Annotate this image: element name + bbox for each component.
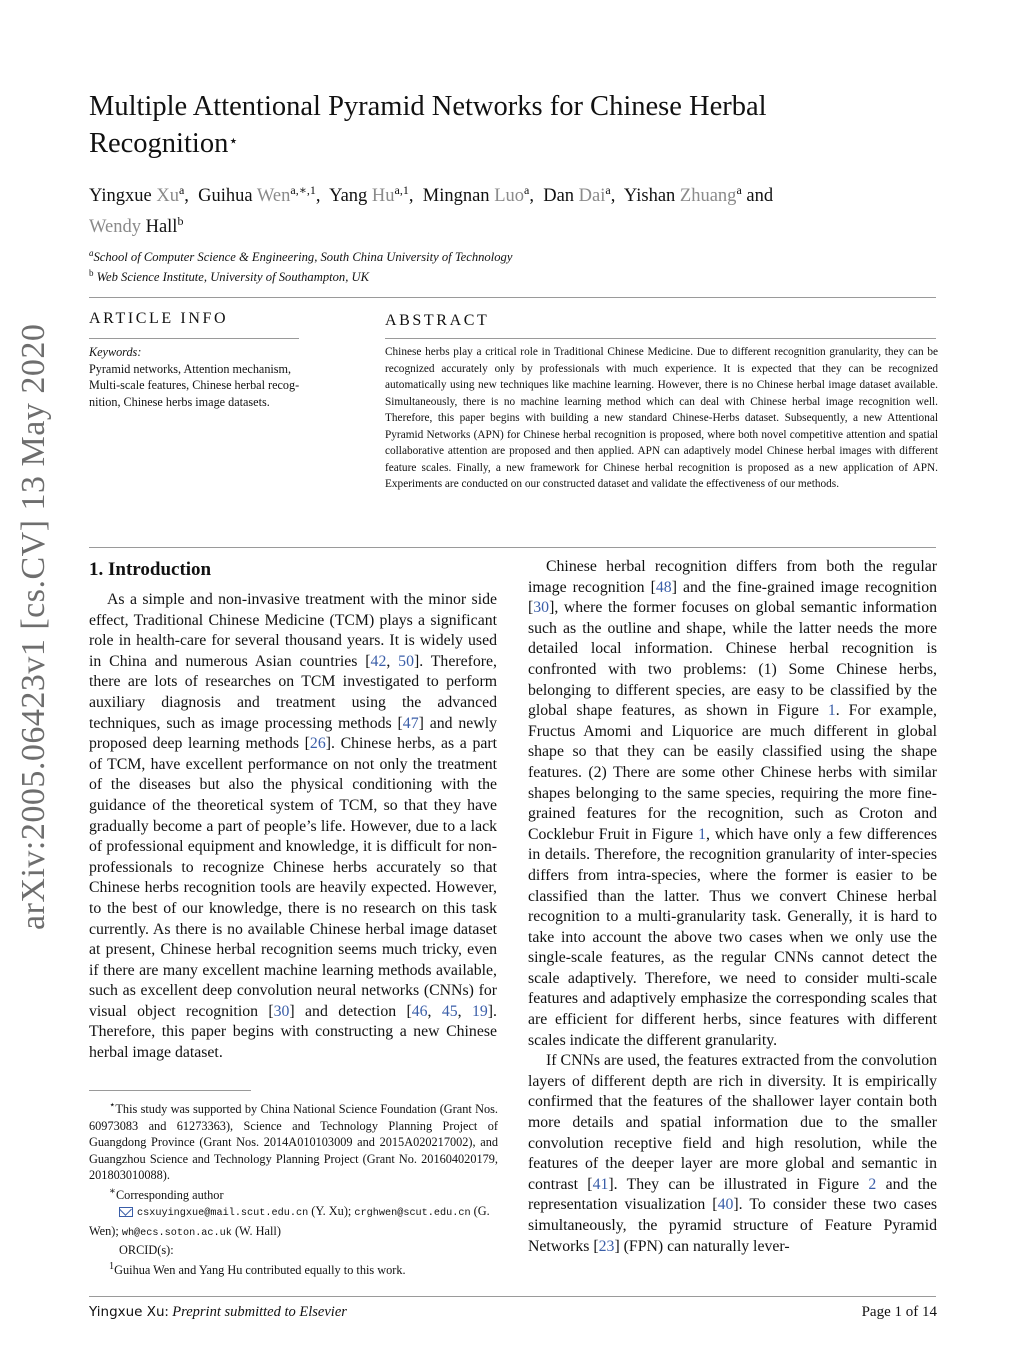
affiliation-a [89, 245, 512, 265]
author-last: Zhuang [679, 186, 737, 207]
author-item [329, 183, 423, 207]
footer-colon: : [164, 1304, 169, 1320]
title-footnote-mark: ⋆ [228, 133, 239, 150]
author-item [89, 209, 939, 240]
email-owner: (W. Hall) [231, 1223, 281, 1238]
article-info-rule [89, 338, 299, 339]
paragraph-text: . For example, Fructus Amomi and Liquorice are much different in global shape so that they can be easily classified using the shape features. (2) There are some other Chinese herbs with similar shapes belonging to the same species, requiring the more fine-grained features for the recognition, such as Croton and Cocklebur Fruit in Figure [528, 702, 937, 843]
author-row [89, 178, 939, 209]
abstract-text: Chinese herbs play a critical role in Traditional Chinese Medicine. Due to different recognition granularity, they can be recognized accurately only by professionals with much experience. It is expected that they can be recognized automatically using new techniques like machine learning. However, there is no Chinese herbal image dataset available. Simultaneously, there is no machine learning method which can deal with Chinese herbal image recognition well. Therefore, this paper begins with building a new standard Chinese-Herbs dataset. Subsequently, a new Attentional Pyramid Networks (APN) for Chinese herbal recognition is proposed, where both novel competitive attention and spatial collaborative attention are proposed and then applied. APN can adaptively model Chinese herbal images with different feature scales. Finally, a new framework for Chinese herbal recognition is proposed as a new application of APN. Experiments are conducted on our constructed dataset and validate the effectiveness of our methods. [385, 346, 938, 491]
footer-left [89, 1304, 347, 1321]
author-first: Yang [329, 186, 372, 207]
citation-link[interactable]: 30 [273, 1002, 290, 1020]
author-separator: , [610, 186, 624, 207]
author-item [89, 183, 199, 207]
author-last: Hall [145, 217, 178, 238]
author-sup: a [524, 183, 530, 197]
citation-link[interactable]: 41 [592, 1175, 609, 1193]
arxiv-identifier: arXiv:2005.06423v1 [cs.CV] 13 May 2020 [15, 323, 52, 930]
citation-link[interactable]: 1 [698, 825, 706, 843]
paragraph-text: ] (FPN) can naturally lever- [614, 1237, 790, 1255]
intro-paragraph-1 [89, 590, 497, 1064]
email-owner: (G. [470, 1204, 490, 1219]
affiliation-text: Web Science Institute, University of Southampton, UK [93, 270, 369, 285]
author-sup: b [177, 214, 184, 229]
author-separator: , [529, 186, 544, 207]
title-line-2: Recognition [89, 128, 229, 159]
citation-link[interactable]: 50 [398, 652, 414, 670]
author-last: Hu [371, 186, 395, 207]
orcid-label: ORCID(s): [119, 1243, 174, 1258]
author-sup: a [178, 183, 185, 197]
author-separator: , [408, 186, 423, 207]
footer-divider [89, 1296, 936, 1297]
intro-paragraph-3 [528, 1051, 937, 1257]
paragraph-text: ]. To consider these two cases simultaneously, the pyramid structure of Feature Pyramid Networks [ [528, 1196, 937, 1255]
author-first: Wendy [89, 217, 141, 238]
paragraph-text: ] and detection [ [289, 1002, 412, 1020]
author-sup: a,1 [394, 183, 409, 197]
affiliation-b [89, 265, 369, 285]
author-item [543, 183, 624, 207]
author-item [198, 183, 330, 207]
citation-link[interactable]: 47 [402, 714, 419, 732]
author-separator: , [315, 186, 330, 207]
author-sup: a [736, 183, 742, 197]
keywords-line: Multi-scale features, Chinese herbal recog- [89, 378, 300, 392]
page-number: Page 1 of 14 [861, 1304, 937, 1320]
abstract-divider [89, 547, 936, 548]
paragraph-text: As a simple and non-invasive treatment with the minor side effect, Traditional Chinese Medicine (TCM) plays a significant role in health-care for several thousand years. It is widely used in China and numerous Asian countries [ [89, 591, 497, 670]
citation-link[interactable]: 48 [655, 578, 672, 596]
author-separator: , [184, 186, 199, 207]
author-first: Dan [543, 186, 579, 207]
envelope-icon [119, 1207, 133, 1217]
abstract-rule [385, 338, 936, 339]
author-sup: a [605, 183, 611, 197]
email-owner: Wen); [89, 1223, 122, 1238]
citation-link[interactable]: 1 [827, 702, 836, 720]
citation-link[interactable]: 40 [717, 1196, 734, 1214]
abstract-heading: ABSTRACT [385, 312, 490, 329]
intro-right-column [528, 557, 937, 1257]
citation-link[interactable]: 42 [370, 652, 387, 670]
footnotes [89, 1098, 498, 1278]
article-info-heading: ARTICLE INFO [89, 310, 229, 327]
footnote-star: ⋆ [109, 1100, 116, 1111]
footnote-equal-mark: 1 [109, 1260, 115, 1272]
author-item [422, 183, 544, 207]
author-first: Yishan [623, 186, 680, 207]
author-first: Guihua [198, 186, 257, 207]
citation-link[interactable]: 26 [309, 735, 326, 753]
footer-author: Yingxue Xu [89, 1304, 165, 1320]
author-last: Dai [578, 186, 606, 207]
author-first: Yingxue [89, 186, 157, 207]
intro-paragraph-2 [528, 557, 937, 1051]
footnote-equal: Guihua Wen and Yang Hu contributed equally to this work. [114, 1262, 406, 1277]
paper-title [89, 88, 949, 162]
paragraph-text: , which have only a few differences in details. Therefore, the recognition granularity of inter-species differs from intra-species, where the former is easier to be classified than the latter. Thus we convert Chinese herbal recognition to a multi-granularity task. Generally, it is hard to take into account the above two cases when we only use the single-scale features, as the regular CNNs cannot detect the scale adaptively. Therefore, we need to consider multi-scale features and adaptively emphasize the corresponding scales that are efficient for different herbs, since features with different scales indicate the different granularity. [528, 825, 937, 1049]
footnote-rule [89, 1090, 251, 1091]
paragraph-text: ]. Therefore, there are lots of researches on TCM investigated to perform auxiliary diagnosis and treatment using the advanced techniques, such as image processing methods [ [89, 652, 497, 732]
author-separator: and [741, 186, 774, 207]
paragraph-text: ] and newly proposed deep learning methods [ [89, 714, 498, 753]
keywords-line: nition, Chinese herbs image datasets. [89, 394, 270, 409]
citation-link[interactable]: 2 [868, 1175, 877, 1193]
footer-journal: Preprint submitted to Elsevier [172, 1304, 347, 1320]
footnote-corresponding: Corresponding author [115, 1187, 224, 1202]
paragraph-text: , [457, 1002, 472, 1020]
paragraph-text: , [386, 652, 399, 670]
intro-left-column [89, 590, 497, 1064]
section-heading-introduction: 1. Introduction [89, 559, 212, 580]
email-link[interactable]: crghwen@scut.edu.cn [354, 1208, 471, 1220]
author-list [89, 178, 939, 240]
author-first: Mingnan [422, 186, 495, 207]
affiliation-sup: b [89, 268, 94, 278]
header-divider [89, 297, 936, 298]
paragraph-text: ], where the former focuses on global semantic information such as the outline and shape, while the latter needs the more detailed local information. Chinese herbal recognition is confronted with two problems: (1) Some Chinese herbs, belonging to different species, are easy to be classified by the global shape features, as shown in Figure [528, 599, 937, 720]
footnote-funding: This study was supported by China National Science Foundation (Grant Nos. 60973083 and 61273363), Science and Technology Planning Project of Guangdong Province (Grant Nos. 2014A010103009 and 2015A020217002), and Guangzhou Science and Technology Planning Project (Grant No. 201604020179, 201803010088). [89, 1102, 498, 1183]
paragraph-text: ]. Chinese herbs, as a part of TCM, have excellent performance on not only the treatment of the diseases but also the physical conditioning with the guidance of the theoretical system of TCM, so that they have gradually become a part of people’s life. However, due to a lack of professional equipment and knowledge, it is difficult for non-professionals to recognize Chinese herbs accurately so that Chinese herbs recognition tools are heavily expected. However, to the best of our knowledge, there is no research on this task currently. As there is no available Chinese herbal image dataset at present, Chinese herbal recognition seems much tricky, even if there are many excellent machine learning methods available, such as excellent deep convolution neural networks (CNNs) for visual object recognition [ [89, 735, 498, 1020]
paragraph-text: ] and the fine-grained image recognition [ [528, 578, 937, 617]
keywords-label: Keywords [89, 345, 138, 359]
affiliation-text: School of Computer Science & Engineering, South China University of Technology [93, 250, 513, 265]
keywords-block: Keywords: Pyramid networks, Attention mechanism, Multi-scale features, Chinese herbal recog- nition, Chinese herbs image datasets. [89, 344, 319, 410]
citation-link[interactable]: 19 [471, 1002, 488, 1020]
citation-link[interactable]: 23 [598, 1237, 615, 1255]
title-line-1: Multiple Attentional Pyramid Networks for Chinese Herbal [89, 91, 767, 122]
author-last: Xu [156, 186, 179, 207]
author-item [623, 183, 774, 207]
author-last: Wen [256, 186, 291, 207]
paragraph-text: Chinese herbal recognition differs from both the regular image recognition [ [528, 558, 937, 596]
keywords-line: Pyramid networks, Attention mechanism, [89, 361, 292, 376]
paragraph-text: ]. Therefore, this paper begins with constructing a new Chinese herbal image dataset. [89, 1002, 497, 1062]
email-link[interactable]: csxuyingxue@mail.scut.edu.cn [137, 1208, 309, 1220]
footnote-corr-mark: ∗ [109, 1185, 116, 1197]
citation-link[interactable]: 45 [441, 1002, 458, 1020]
citation-link[interactable]: 30 [533, 599, 550, 617]
citation-link[interactable]: 46 [411, 1002, 428, 1020]
email-owner: (Y. Xu); [308, 1204, 355, 1219]
affiliation-sup: a [89, 248, 94, 258]
paragraph-text: If CNNs are used, the features extracted from the convolution layers of different depth are rich in diversity. It is empirically confirmed that the features of the shallower layer contain both more details and spatial information due to the smaller convolution receptive field and high resolution, while the features of the deeper layer are more global and semantic in contrast [ [528, 1052, 937, 1193]
paragraph-text: and the representation visualization [ [528, 1175, 938, 1214]
author-last: Luo [494, 186, 524, 207]
paragraph-text: , [427, 1002, 442, 1020]
paragraph-text: ]. They can be illustrated in Figure [608, 1175, 869, 1193]
email-link[interactable]: wh@ecs.soton.ac.uk [121, 1227, 232, 1239]
author-sup: a,∗,1 [290, 183, 316, 197]
